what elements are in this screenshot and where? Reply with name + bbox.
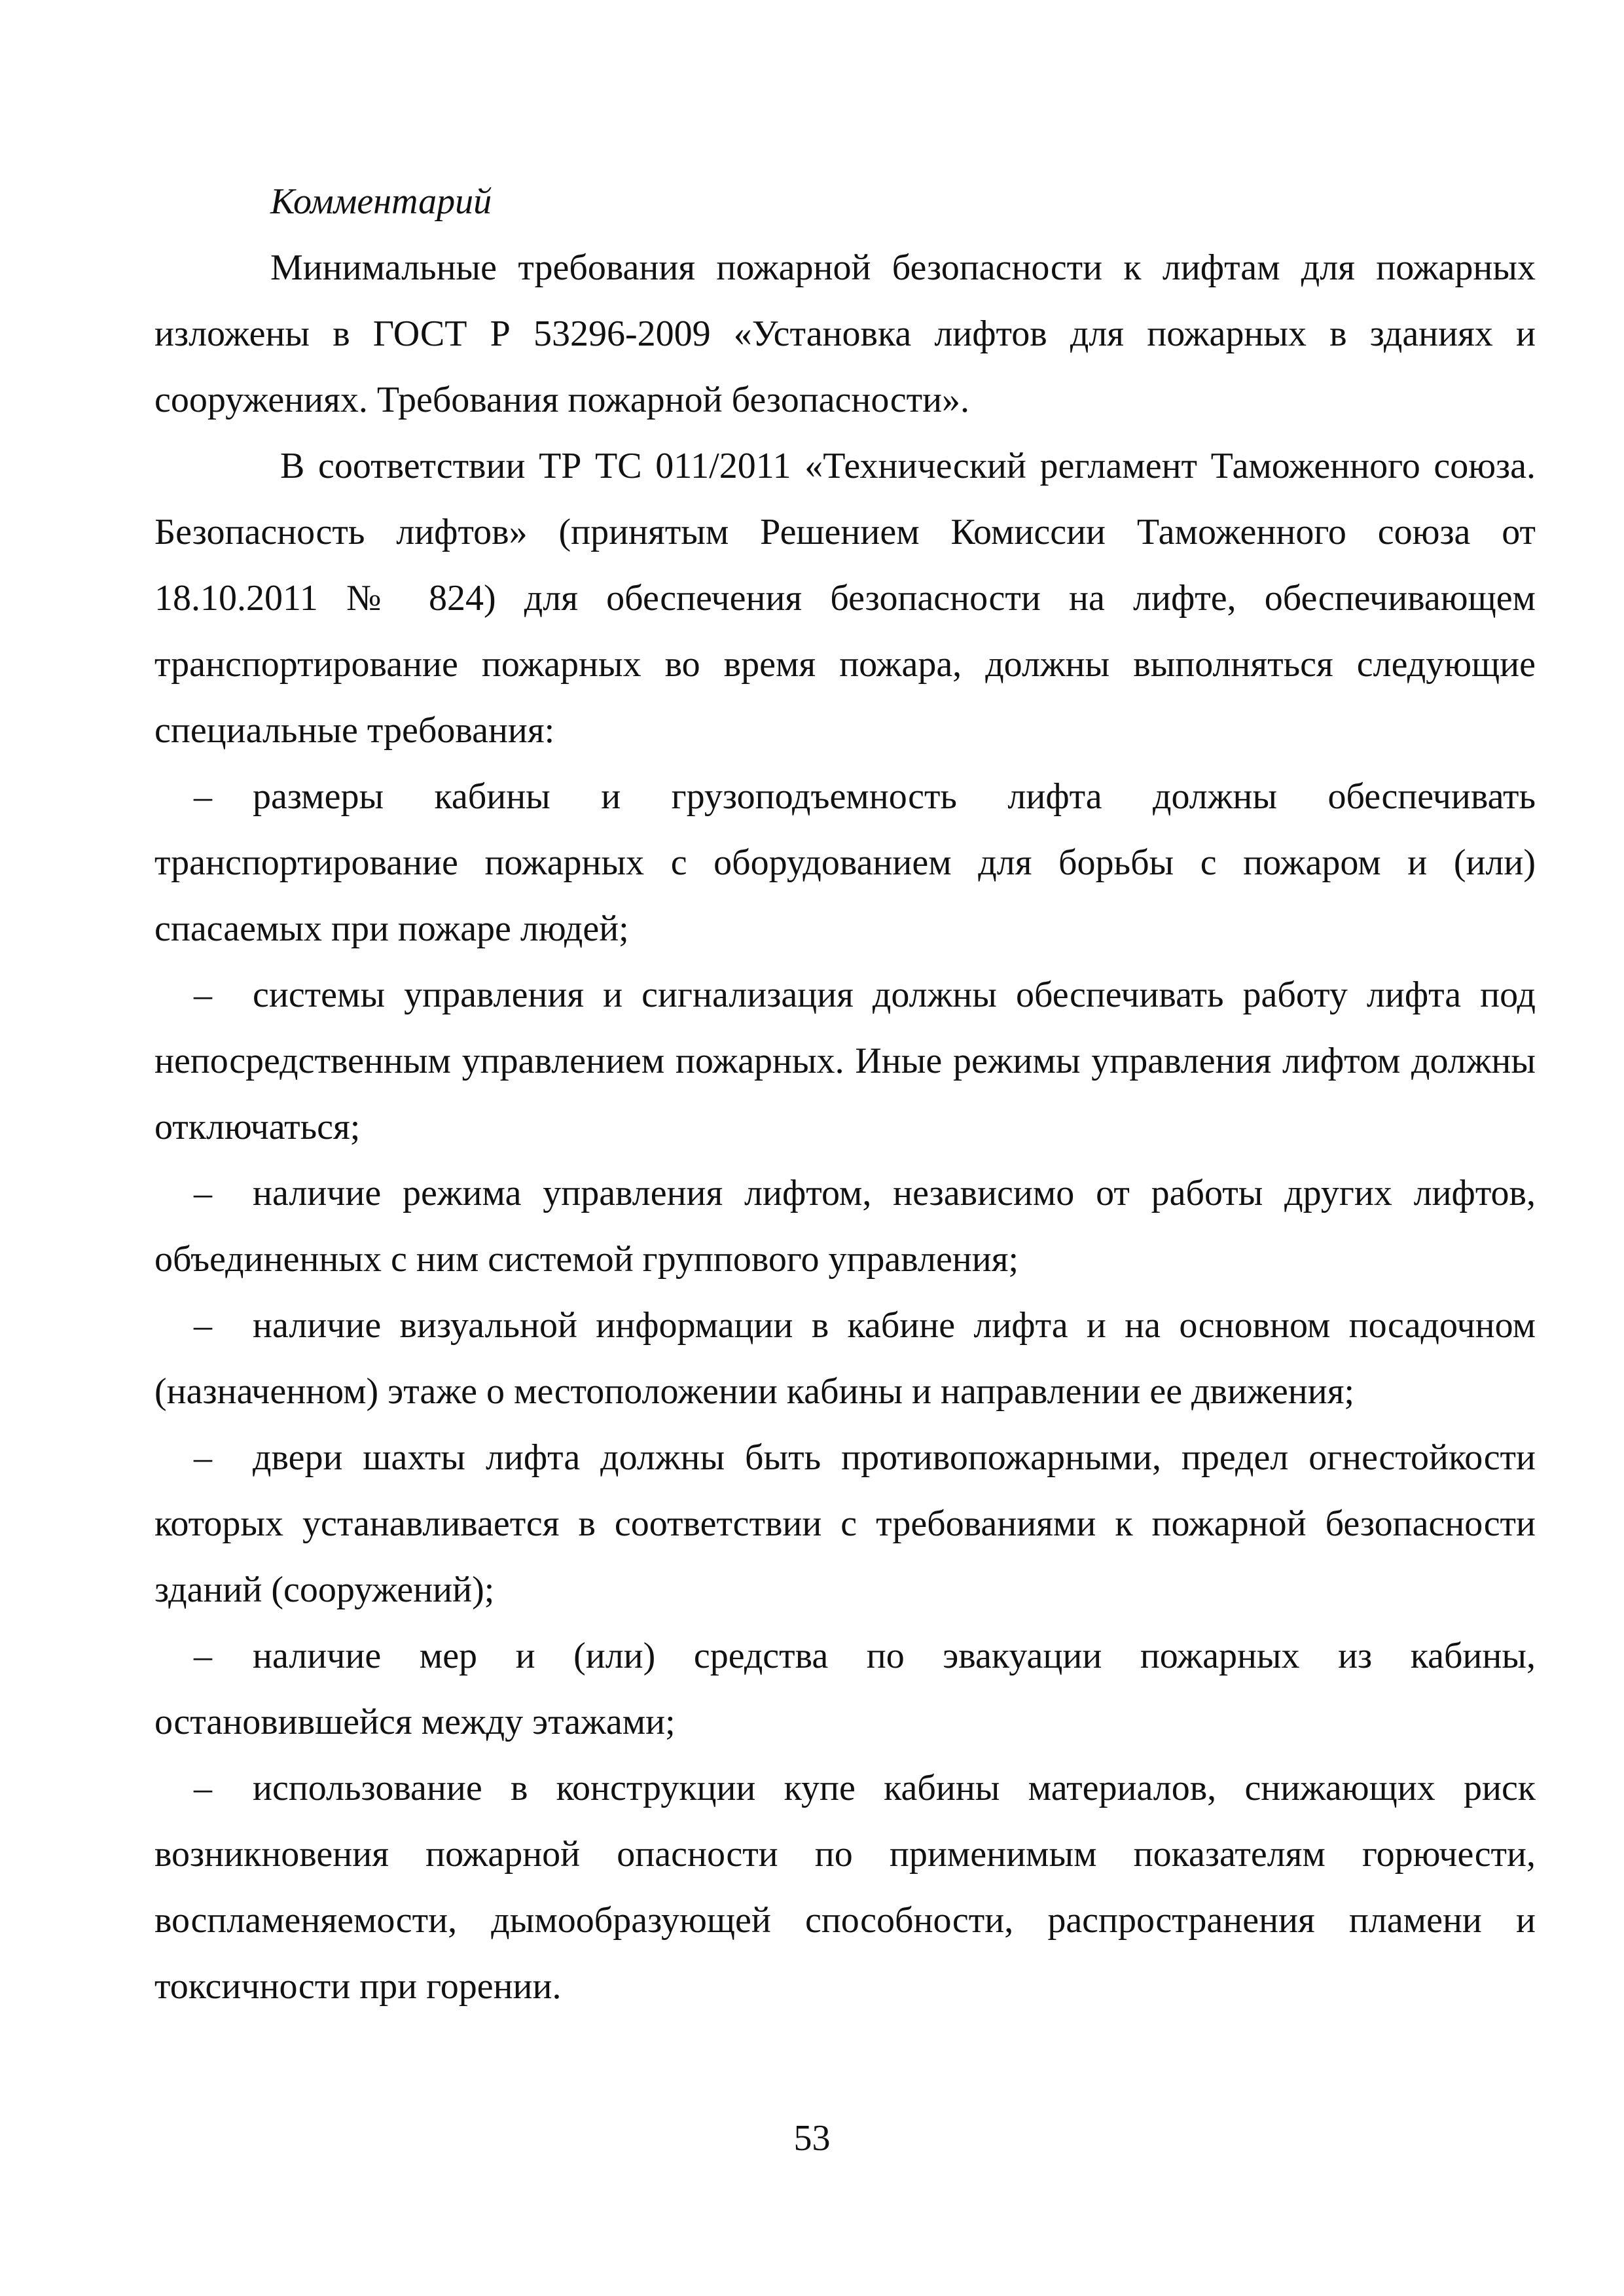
document-body — [154, 169, 1536, 2020]
list-item — [154, 1293, 1536, 1425]
list-dash: – — [194, 776, 212, 817]
list-item-text: двери шахты лифта должны быть противопожарными, предел огнестойкости которых устанавливается в соответствии с требованиями к пожарной безопасности зданий (сооружений); — [154, 1437, 1536, 1610]
section-heading: Комментарий — [270, 181, 492, 222]
list-item-text: системы управления и сигнализация должны обеспечивать работу лифта под непосредственным управлением пожарных. Иные режимы управления лифтом должны отключаться; — [154, 975, 1536, 1147]
paragraph-gost-reference: Минимальные требования пожарной безопасности к лифтам для пожарных изложены в ГОСТ Р 53296-2009 «Установка лифтов для пожарных в зданиях и сооружениях. Требования пожарной безопасности». — [154, 247, 1536, 420]
list-dash: – — [194, 1437, 212, 1478]
list-dash: – — [194, 1768, 212, 1808]
paragraph-tr-ts-reference: В соответствии ТР ТС 011/2011 «Технический регламент Таможенного союза. Безопасность лифтов» (принятым Решением Комиссии Таможенного союза от 18.10.2011 № 824) для обеспечения безопасности на лифте, обеспечивающем транспортирование пожарных во время пожара, должны выполняться следующие специальные требования: — [154, 446, 1536, 751]
requirements-list — [154, 764, 1536, 2020]
list-item — [154, 1623, 1536, 1755]
list-item — [154, 764, 1536, 962]
page-number: 53 — [793, 2118, 831, 2159]
list-item-text: наличие режима управления лифтом, независимо от работы других лифтов, объединенных с ним системой группового управления; — [154, 1173, 1536, 1280]
list-item-text: наличие мер и (или) средства по эвакуации пожарных из кабины, остановившейся между этажами; — [154, 1636, 1536, 1742]
list-item — [154, 1755, 1536, 2020]
list-item — [154, 962, 1536, 1160]
list-dash: – — [194, 1636, 212, 1676]
list-dash: – — [194, 1173, 212, 1213]
list-item — [154, 1425, 1536, 1623]
list-item-text: использование в конструкции купе кабины материалов, снижающих риск возникновения пожарной опасности по применимым показателям горючести, воспламеняемости, дымообразующей способности, распространения пламени и токсичности при горении. — [154, 1768, 1536, 2007]
list-dash: – — [194, 975, 212, 1015]
list-dash: – — [194, 1305, 212, 1346]
list-item-text: размеры кабины и грузоподъемность лифта должны обеспечивать транспортирование пожарных с оборудованием для борьбы с пожаром и (или) спасаемых при пожаре людей; — [154, 776, 1536, 949]
list-item-text: наличие визуальной информации в кабине лифта и на основном посадочном (назначенном) этаже о местоположении кабины и направлении ее движения; — [154, 1305, 1536, 1412]
list-item — [154, 1160, 1536, 1293]
